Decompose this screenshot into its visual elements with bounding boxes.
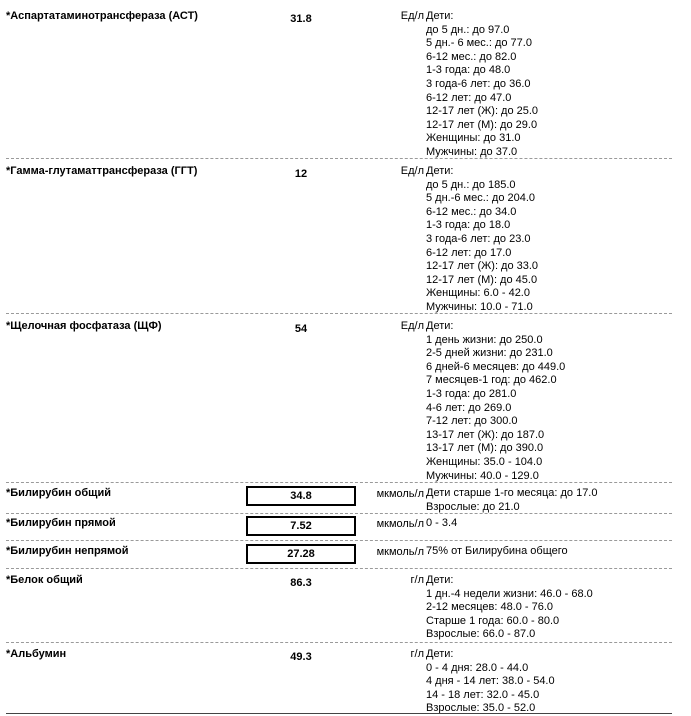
unit: Ед/л [400, 10, 424, 22]
reference-line: 4-6 лет: до 269.0 [426, 401, 512, 414]
result-value: 12 [294, 168, 308, 180]
row-divider [6, 540, 672, 541]
reference-line: 3 года-6 лет: до 36.0 [426, 77, 531, 90]
unit: Ед/л [400, 320, 424, 332]
reference-line: 1 дн.-4 недели жизни: 46.0 - 68.0 [426, 587, 593, 600]
reference-line: 0 - 3.4 [426, 517, 458, 529]
reference-line: Дети: [426, 648, 454, 660]
unit: мкмоль/л [376, 518, 424, 530]
reference-line: Дети: [426, 574, 454, 586]
reference-line: 7 месяцев-1 год: до 462.0 [426, 374, 557, 387]
reference-line: 5 дн.- 6 мес.: до 77.0 [426, 37, 532, 50]
test-name: *Билирубин прямой [6, 517, 116, 529]
reference-line: 6 дней-6 месяцев: до 449.0 [426, 360, 566, 373]
row-divider [6, 513, 672, 514]
reference-line: 75% от Билирубина общего [426, 545, 568, 557]
reference-line: 1-3 года: до 281.0 [426, 387, 517, 400]
reference-line: 3 года-6 лет: до 23.0 [426, 232, 531, 245]
reference-range [426, 648, 555, 716]
reference-line: Женщины: 6.0 - 42.0 [426, 287, 530, 300]
test-name: *Гамма-глутаматтрансфераза (ГГТ) [6, 165, 198, 177]
reference-line: Женщины: до 31.0 [426, 132, 521, 145]
reference-range [426, 10, 538, 160]
reference-line: 6-12 мес.: до 82.0 [426, 50, 517, 63]
reference-line: 7-12 лет: до 300.0 [426, 415, 518, 428]
reference-line: 5 дн.-6 мес.: до 204.0 [426, 192, 536, 205]
unit: г/л [410, 648, 424, 660]
reference-line: Дети старше 1-го месяца: до 17.0 [426, 487, 598, 499]
reference-line: 0 - 4 дня: 28.0 - 44.0 [426, 661, 529, 674]
reference-line: 14 - 18 лет: 32.0 - 45.0 [426, 688, 540, 701]
reference-line: 12-17 лет (Ж): до 33.0 [426, 260, 539, 273]
reference-line: 12-17 лет (Ж): до 25.0 [426, 105, 539, 118]
reference-line: Дети: [426, 165, 454, 177]
unit: мкмоль/л [376, 488, 424, 500]
reference-line: Мужчины: 10.0 - 71.0 [426, 300, 533, 313]
row-divider [6, 568, 672, 569]
reference-line: 1-3 года: до 18.0 [426, 219, 511, 232]
unit: Ед/л [400, 165, 424, 177]
reference-line: Мужчины: до 37.0 [426, 145, 518, 158]
reference-line: Взрослые: 35.0 - 52.0 [426, 702, 536, 715]
unit: г/л [410, 574, 424, 586]
reference-line: Дети: [426, 320, 454, 332]
row-divider [6, 313, 672, 314]
reference-line: Дети: [426, 10, 454, 22]
test-name: *Щелочная фосфатаза (ЩФ) [6, 320, 162, 332]
reference-line: Взрослые: до 21.0 [426, 500, 520, 513]
reference-line: 6-12 лет: до 47.0 [426, 91, 512, 104]
reference-range [426, 487, 597, 514]
reference-range [426, 320, 565, 483]
test-name: *Билирубин непрямой [6, 545, 129, 557]
row-divider [6, 482, 672, 483]
reference-line: до 5 дн.: до 97.0 [426, 23, 510, 36]
result-value: 31.8 [290, 13, 312, 25]
result-value: 54 [294, 323, 308, 335]
reference-line: 6-12 мес.: до 34.0 [426, 205, 517, 218]
reference-line: Старше 1 года: 60.0 - 80.0 [426, 614, 560, 627]
result-value: 86.3 [290, 577, 312, 589]
reference-line: 6-12 лет: до 17.0 [426, 246, 512, 259]
reference-line: до 5 дн.: до 185.0 [426, 178, 516, 191]
reference-line: 4 дня - 14 лет: 38.0 - 54.0 [426, 675, 555, 688]
reference-line: 12-17 лет (М): до 45.0 [426, 273, 538, 286]
result-value: 49.3 [290, 651, 312, 663]
reference-range [426, 165, 538, 315]
test-name: *Белок общий [6, 574, 83, 586]
result-value-highlighted: 7.52 [246, 516, 356, 536]
reference-range [426, 545, 568, 559]
reference-line: 2-5 дней жизни: до 231.0 [426, 347, 553, 360]
test-name: *Билирубин общий [6, 487, 111, 499]
reference-line: 1 день жизни: до 250.0 [426, 333, 543, 346]
reference-line: Взрослые: 66.0 - 87.0 [426, 628, 536, 641]
row-divider [6, 713, 672, 714]
test-name: *Альбумин [6, 648, 67, 660]
reference-line: 1-3 года: до 48.0 [426, 64, 511, 77]
reference-line: 2-12 месяцев: 48.0 - 76.0 [426, 601, 554, 614]
reference-line: 12-17 лет (М): до 29.0 [426, 118, 538, 131]
reference-line: 13-17 лет (Ж): до 187.0 [426, 428, 545, 441]
unit: мкмоль/л [376, 546, 424, 558]
result-value-highlighted: 27.28 [246, 544, 356, 564]
reference-range [426, 517, 457, 531]
test-name: *Аспартатаминотрансфераза (АСТ) [6, 10, 198, 22]
reference-line: 13-17 лет (М): до 390.0 [426, 442, 544, 455]
row-divider [6, 642, 672, 643]
reference-range [426, 574, 593, 642]
reference-line: Мужчины: 40.0 - 129.0 [426, 469, 539, 482]
row-divider [6, 158, 672, 159]
reference-line: Женщины: 35.0 - 104.0 [426, 455, 543, 468]
result-value-highlighted: 34.8 [246, 486, 356, 506]
